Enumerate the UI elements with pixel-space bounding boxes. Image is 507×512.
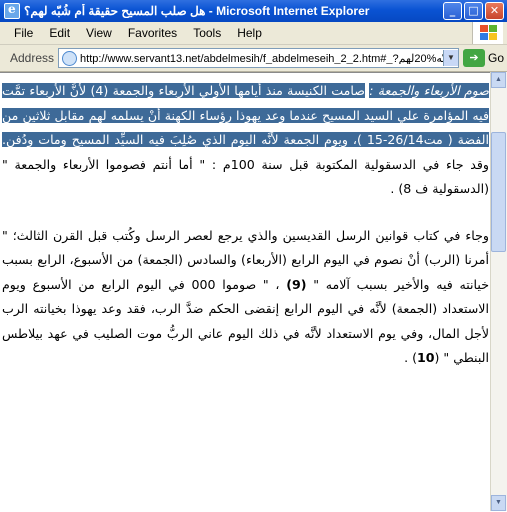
fasting-heading: صوم الأربعاء والجمعة : [369, 83, 489, 98]
selected-text: صامت الكنيسة منذ أيامها الأولي الأربعاء والجمعة (4) لأنَّ الأربعاء تمَّت فيه المؤامرة علي السيد المسيح عندما وعد يهوذا رؤساء الكهنة أنْ يسلمه لهم مقابل ثلاثين من الفضة ( مت26/14-15 )، ويوم الجمعة لأنَّه اليوم الذي صُلِبَ فيه السيِّد المسيح ومات ودُفن. [2, 83, 489, 147]
canons-text-a: وجاء في كتاب قوانين الرسل القديسين والذي يرجع لعصر الرسل وكُتب قبل القرن الثالث؛ " أمرنا (الرب) أنْ نصوم في اليوم الرابع (الأربعاء) والسادس (الجمعة) من الأسبوع، الرابع بسبب خيانته فيه والأخير بسبب آلامه " [2, 227, 489, 292]
logo-green-pane [489, 25, 497, 32]
logo-blue-pane [480, 33, 488, 40]
canons-text-c: ) . [404, 350, 417, 365]
logo-red-pane [480, 25, 488, 32]
article-content [2, 79, 489, 393]
menu-tools[interactable]: Tools [193, 26, 222, 40]
page-icon [62, 51, 77, 66]
scroll-up-arrow-icon[interactable]: ▲ [491, 72, 506, 88]
logo-yellow-pane [489, 33, 497, 40]
minimize-button[interactable]: _ [443, 2, 462, 20]
vertical-scrollbar[interactable] [490, 72, 507, 511]
scroll-thumb[interactable] [491, 132, 506, 252]
menu-bar [0, 22, 507, 45]
maximize-button[interactable]: □ [464, 2, 483, 20]
page-viewport [0, 72, 507, 512]
scroll-down-arrow-icon[interactable]: ▼ [491, 495, 506, 511]
go-button[interactable]: Go [487, 51, 504, 65]
footnote-ref-10[interactable]: 10 [416, 350, 435, 365]
ie-app-icon [4, 3, 20, 19]
address-dropdown-icon[interactable]: ▼ [443, 50, 458, 66]
menu-favorites[interactable]: Favorites [127, 26, 178, 40]
menu-help[interactable]: Help [237, 26, 262, 40]
address-bar [0, 45, 507, 72]
window-title: هل صلب المسيح حقيقة أم شُبّه لهم؟ - Microsoft Internet Explorer [24, 4, 370, 18]
address-label: Address [10, 51, 55, 65]
menu-view[interactable]: View [86, 26, 112, 40]
windows-logo-icon [472, 22, 503, 44]
title-bar [0, 0, 507, 22]
close-button[interactable]: ✕ [485, 2, 504, 20]
canons-text-b: ، " صوموا 000 في اليوم الرابع من الأسبوع ويوم الاستعداد (الجمعة) لأنَّه في اليوم الرابع إنقضى الحكم ضدَّ الرب، فقد وعد يهوذا بخيانته الرب لأجل المال، وفي يوم الاستعداد لأنَّه في ذلك اليوم عاني الربُّ موت الصليب في عهد بيلاطس البنطي " ( [2, 276, 489, 365]
go-arrow-icon[interactable]: ➔ [463, 49, 485, 67]
address-input[interactable] [80, 52, 443, 64]
paragraph-fasting [2, 79, 489, 202]
menu-edit[interactable]: Edit [49, 26, 71, 40]
window-controls [443, 2, 504, 20]
menu-file[interactable]: File [14, 26, 34, 40]
address-box[interactable] [58, 48, 459, 68]
paragraph-rest: وقد جاء في الدسقولية المكتوبة قبل سنة 100م : " أما أنتم فصوموا الأربعاء والجمعة " (الدسقولية ف 8) . [2, 156, 489, 196]
footnote-ref-9[interactable]: (9) [286, 276, 307, 292]
paragraph-apostolic-canons [2, 224, 489, 371]
